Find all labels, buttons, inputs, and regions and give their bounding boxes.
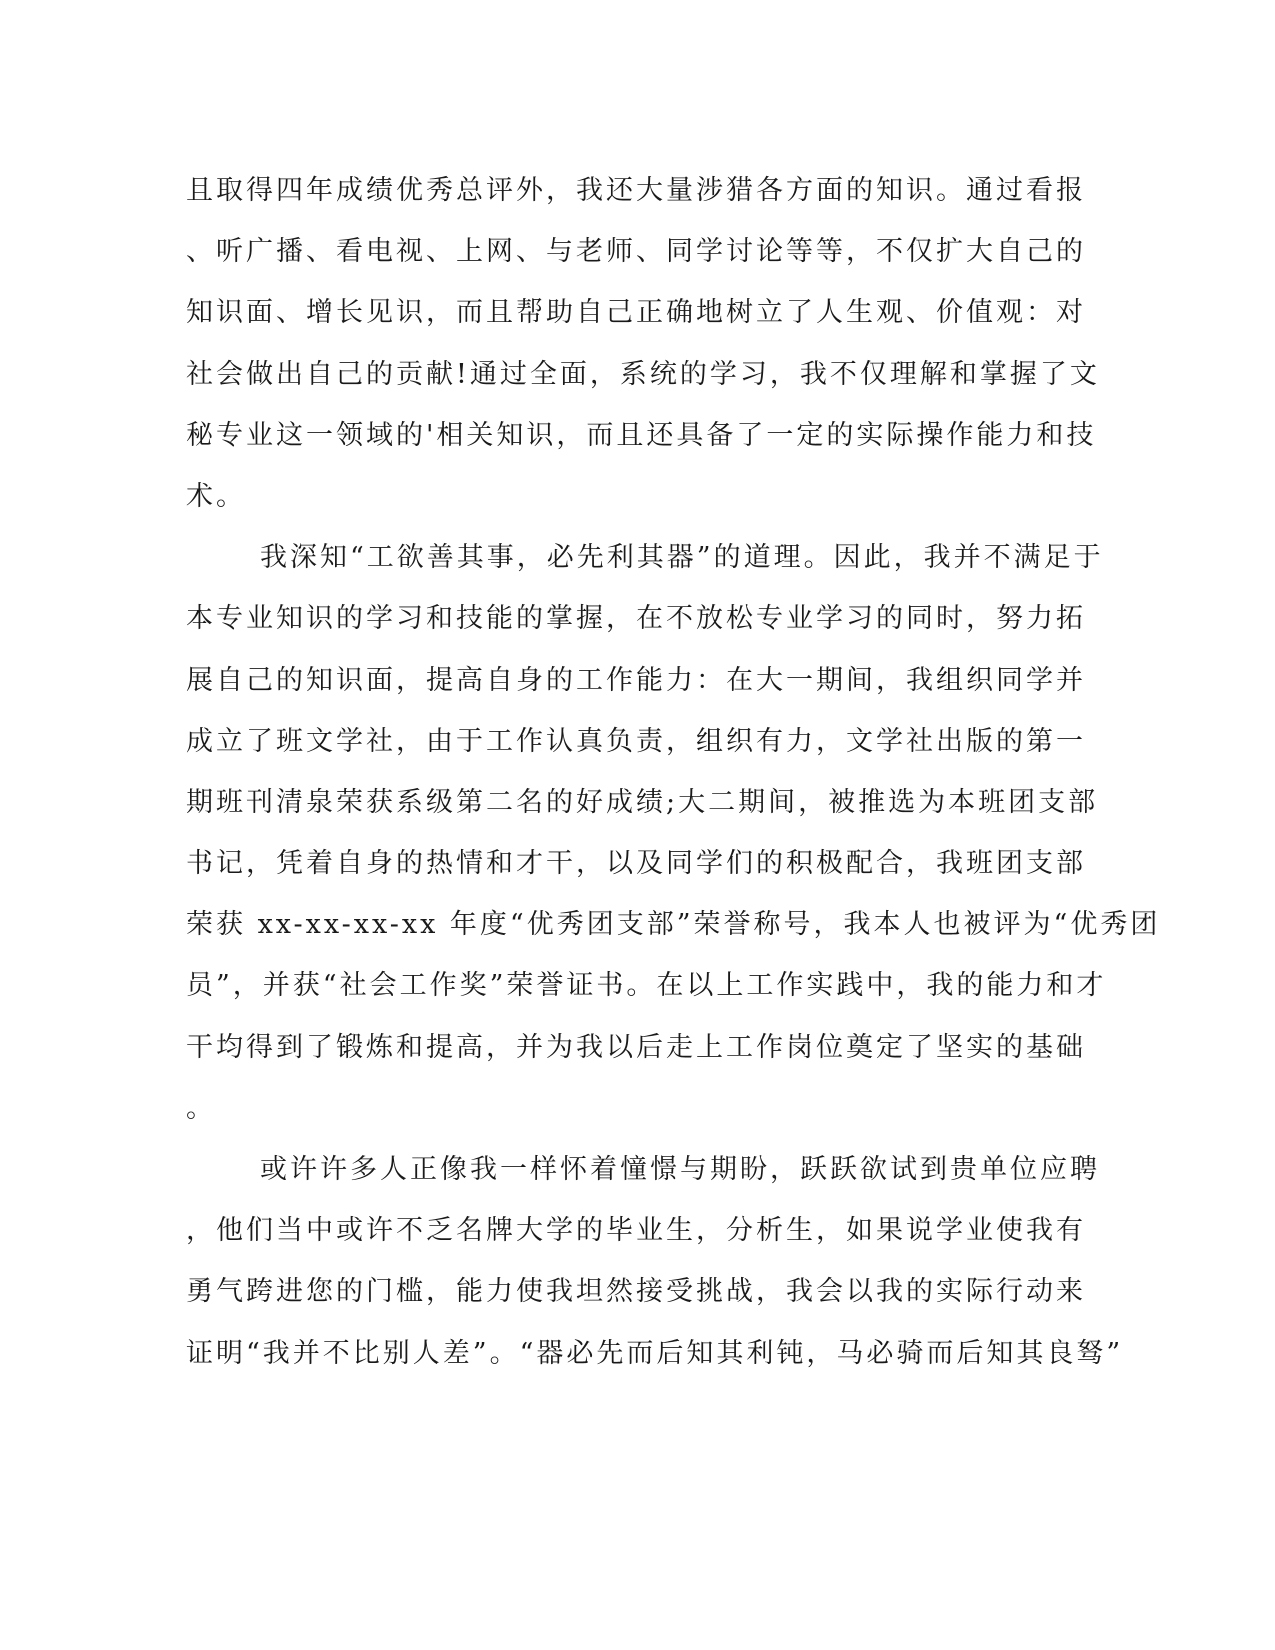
text-line: 成立了班文学社，由于工作认真负责，组织有力，文学社出版的第一 bbox=[186, 725, 1086, 757]
text-line: 员”，并获“社会工作奖”荣誉证书。在以上工作实践中，我的能力和才 bbox=[186, 970, 1107, 1002]
text-line: 或许许多人正像我一样怀着憧憬与期盼，跃跃欲试到贵单位应聘 bbox=[260, 1154, 1100, 1185]
text-line: 且取得四年成绩优秀总评外，我还大量涉猎各方面的知识。通过看报 bbox=[186, 175, 1086, 206]
text-line: 证明“我并不比别人差”。“器必先而后知其利钝，马必骑而后知其良驽” bbox=[186, 1337, 1124, 1369]
text-line: 荣获 xx-xx-xx-xx 年度“优秀团支部”荣誉称号，我本人也被评为“优秀团 bbox=[186, 909, 1161, 941]
paragraph-1 bbox=[186, 160, 1100, 527]
text-line: 知识面、增长见识，而且帮助自己正确地树立了人生观、价值观：对 bbox=[186, 297, 1086, 329]
text-line: 本专业知识的学习和技能的掌握，在不放松专业学习的同时，努力拓 bbox=[186, 603, 1086, 635]
text-line: 展自己的知识面，提高自身的工作能力：在大一期间，我组织同学并 bbox=[186, 664, 1086, 696]
text-line: 我深知“工欲善其事，必先利其器”的道理。因此，我并不满足于 bbox=[260, 542, 1104, 574]
text-line: 、听广播、看电视、上网、与老师、同学讨论等等，不仅扩大自己的 bbox=[186, 236, 1086, 268]
text-line: ，他们当中或许不乏名牌大学的毕业生，分析生，如果说学业使我有 bbox=[186, 1215, 1086, 1247]
paragraph-3 bbox=[186, 1139, 1124, 1384]
text-line: 。 bbox=[186, 1092, 216, 1124]
text-line: 术。 bbox=[186, 480, 246, 512]
text-line: 社会做出自己的贡献!通过全面，系统的学习，我不仅理解和掌握了文 bbox=[186, 358, 1100, 390]
paragraph-2 bbox=[186, 527, 1161, 1139]
document-body bbox=[186, 160, 1161, 1384]
text-line: 书记，凭着自身的热情和才干，以及同学们的积极配合，我班团支部 bbox=[186, 848, 1086, 880]
text-line: 勇气跨进您的门槛，能力使我坦然接受挑战，我会以我的实际行动来 bbox=[186, 1276, 1086, 1308]
text-line: 期班刊清泉荣获系级第二名的好成绩;大二期间，被推选为本班团支部 bbox=[186, 786, 1099, 818]
text-line: 干均得到了锻炼和提高，并为我以后走上工作岗位奠定了坚实的基础 bbox=[186, 1031, 1086, 1063]
text-line: 秘专业这一领域的'相关知识，而且还具备了一定的实际操作能力和技 bbox=[186, 419, 1097, 451]
